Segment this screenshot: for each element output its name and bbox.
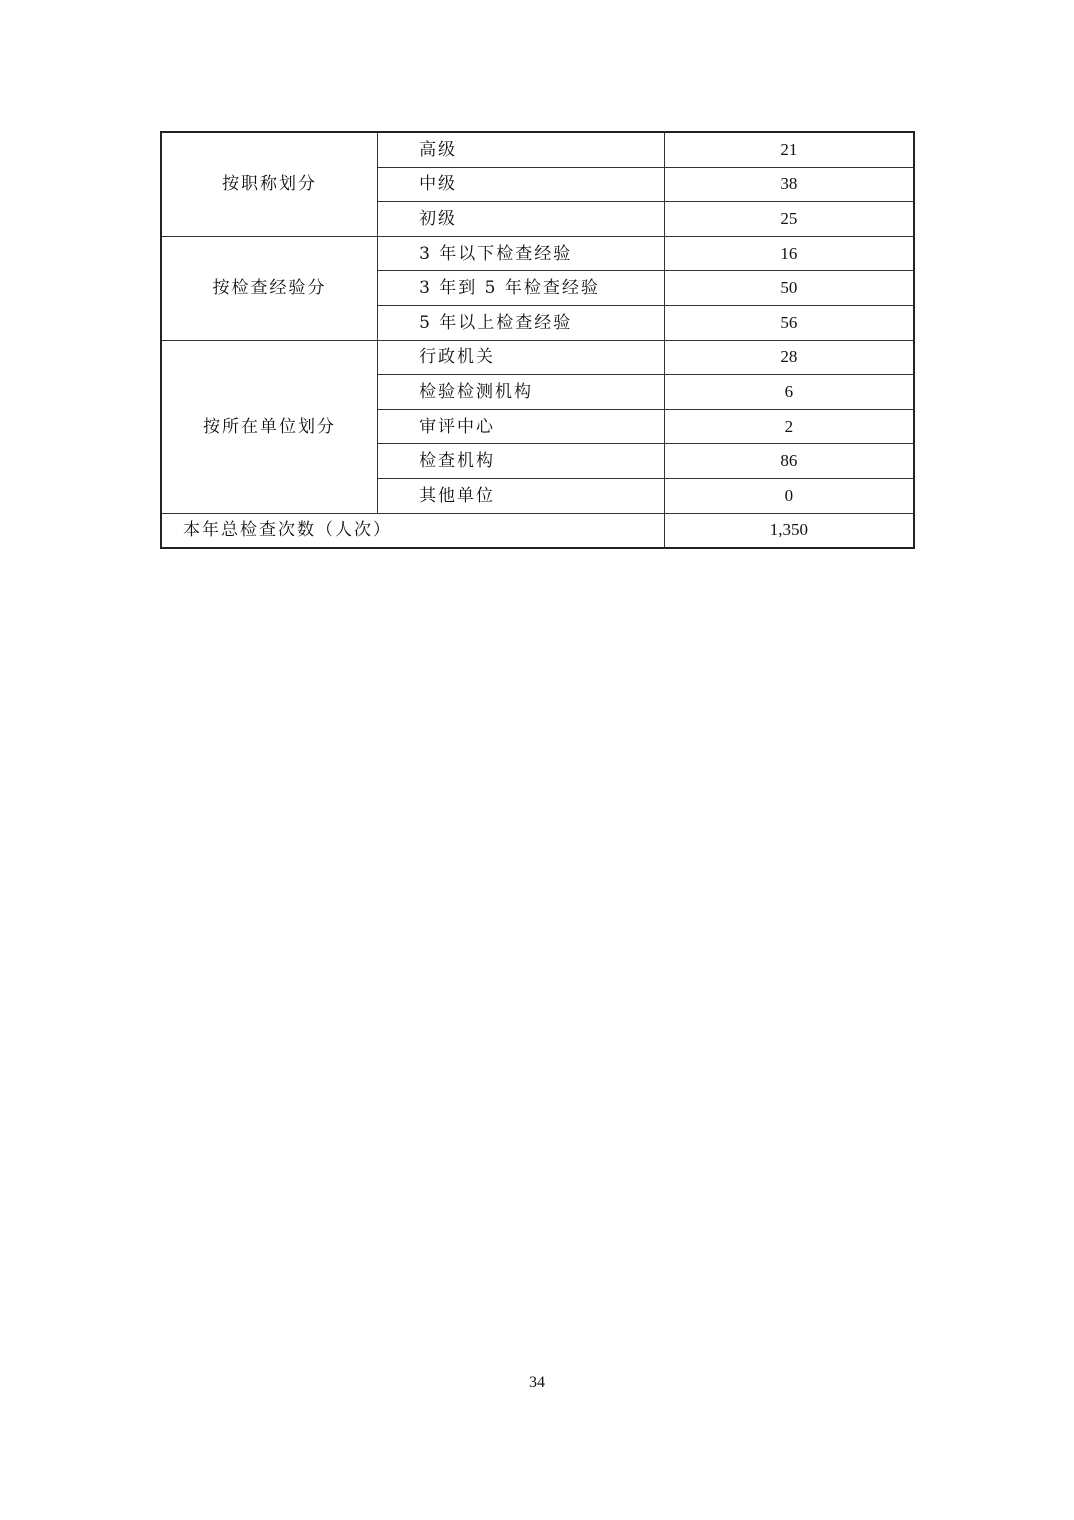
row-item: 高级 — [378, 132, 665, 167]
row-item: 审评中心 — [378, 409, 665, 444]
row-value: 38 — [664, 167, 914, 202]
row-item: 中级 — [378, 167, 665, 202]
row-value: 2 — [664, 409, 914, 444]
row-item: 检查机构 — [378, 444, 665, 479]
row-item: 3 年到 5 年检查经验 — [378, 271, 665, 306]
row-item: 初级 — [378, 202, 665, 237]
row-value: 25 — [664, 202, 914, 237]
row-value: 56 — [664, 305, 914, 340]
row-item: 检验检测机构 — [378, 375, 665, 410]
inspector-statistics-table — [160, 131, 915, 549]
row-value: 21 — [664, 132, 914, 167]
row-value: 50 — [664, 271, 914, 306]
total-row — [161, 513, 914, 548]
total-label: 本年总检查次数（人次） — [161, 513, 664, 548]
total-value: 1,350 — [664, 513, 914, 548]
row-value: 16 — [664, 236, 914, 271]
table-row — [161, 132, 914, 167]
group-label-title: 按职称划分 — [161, 132, 378, 236]
page-number: 34 — [529, 1374, 545, 1391]
row-value: 6 — [664, 375, 914, 410]
group-label-experience: 按检查经验分 — [161, 236, 378, 340]
row-value: 28 — [664, 340, 914, 375]
row-item: 5 年以上检查经验 — [378, 305, 665, 340]
row-value: 0 — [664, 478, 914, 513]
row-item: 行政机关 — [378, 340, 665, 375]
table-row — [161, 236, 914, 271]
row-value: 86 — [664, 444, 914, 479]
row-item: 3 年以下检查经验 — [378, 236, 665, 271]
row-item: 其他单位 — [378, 478, 665, 513]
group-label-unit: 按所在单位划分 — [161, 340, 378, 513]
table-row — [161, 340, 914, 375]
